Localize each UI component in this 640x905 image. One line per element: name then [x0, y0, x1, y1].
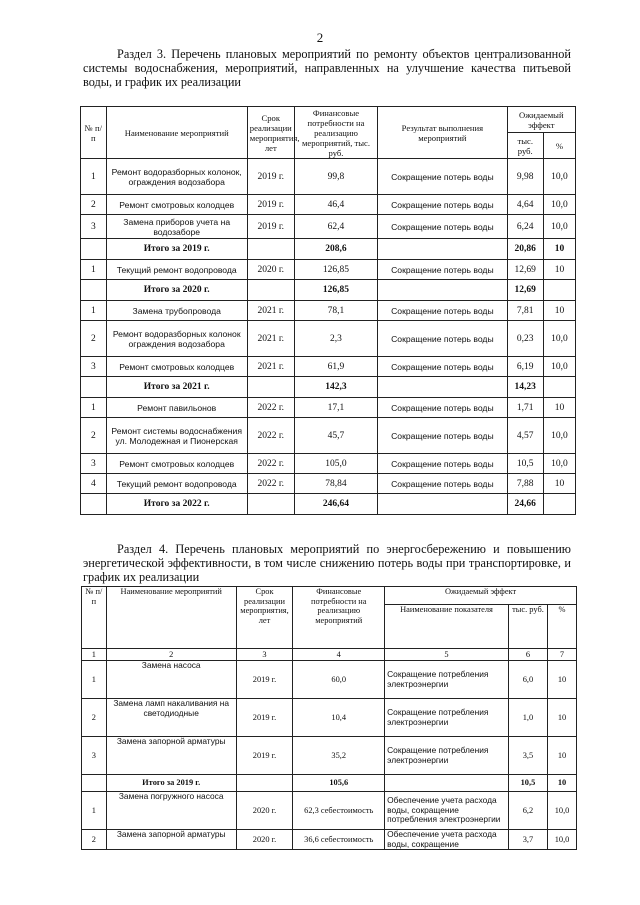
total-label: Итого за 2021 г.: [106, 377, 247, 398]
t4-col-term-header: Срок реализации мероприятия, лет: [236, 587, 293, 649]
row-name: Ремонт водоразборных колонок ограждения водозабора: [106, 321, 247, 357]
row-name: Ремонт водоразборных колонок, ограждения водозабора: [106, 159, 247, 195]
row-name: Замена погружного насоса: [106, 792, 236, 830]
col-effect-header: Ожидаемый эффект: [507, 107, 575, 133]
row-result: Сокращение потерь воды: [378, 215, 507, 239]
section3-table-body: [81, 159, 576, 515]
row-year: 2020 г.: [247, 260, 294, 280]
total-pct: 10: [548, 775, 577, 792]
row-result: Сокращение потерь воды: [378, 398, 507, 418]
row-rub: 10,5: [507, 454, 543, 474]
table-row: [81, 357, 576, 377]
col-pct-header: %: [543, 133, 575, 159]
row-finance: 78,1: [294, 301, 377, 321]
row-name: Ремонт системы водоснабжения ул. Молодежная и Пионерская: [106, 418, 247, 454]
col-term-header: Срок реализации мероприятия, лет: [247, 107, 294, 159]
row-year: 2019 г.: [247, 215, 294, 239]
total-row: [82, 775, 577, 792]
row-result: Обеспечение учета расхода воды, сокращение: [385, 830, 509, 850]
row-pct: 10,0: [543, 357, 575, 377]
row-rub: 7,88: [507, 474, 543, 494]
total-result: [378, 239, 507, 260]
row-num: 1: [81, 260, 107, 280]
row-name: Замена ламп накаливания на светодиодные: [106, 699, 236, 737]
row-year: 2022 г.: [247, 418, 294, 454]
row-finance: 126,85: [294, 260, 377, 280]
row-name: Ремонт смотровых колодцев: [106, 454, 247, 474]
t4-col-finance-header: Финансовые потребности на реализацию мероприятий: [293, 587, 385, 649]
row-num: 1: [81, 159, 107, 195]
total-pct: [543, 494, 575, 515]
row-rub: 4,64: [507, 195, 543, 215]
row-num: 3: [81, 454, 107, 474]
row-year: 2022 г.: [247, 474, 294, 494]
total-result: [385, 775, 509, 792]
row-year: 2020 г.: [236, 792, 293, 830]
row-finance: 35,2: [293, 737, 385, 775]
total-label: Итого за 2020 г.: [106, 280, 247, 301]
row-num: 2: [81, 418, 107, 454]
col-number: 1: [82, 649, 107, 661]
row-year: 2020 г.: [236, 830, 293, 850]
total-num: [81, 377, 107, 398]
total-rub: 20,86: [507, 239, 543, 260]
row-finance: 62,4: [294, 215, 377, 239]
col-number: 3: [236, 649, 293, 661]
row-pct: 10: [548, 699, 577, 737]
total-finance: 208,6: [294, 239, 377, 260]
row-rub: 6,2: [508, 792, 547, 830]
row-finance: 17,1: [294, 398, 377, 418]
row-pct: 10: [548, 661, 577, 699]
row-finance: 99,8: [294, 159, 377, 195]
row-rub: 3,5: [508, 737, 547, 775]
row-pct: 10: [543, 260, 575, 280]
row-result: Сокращение потерь воды: [378, 195, 507, 215]
total-row: [81, 494, 576, 515]
row-rub: 6,0: [508, 661, 547, 699]
table-row: [81, 159, 576, 195]
total-year: [247, 280, 294, 301]
table-row: [81, 474, 576, 494]
row-pct: 10,0: [548, 830, 577, 850]
total-result: [378, 280, 507, 301]
row-num: 2: [81, 321, 107, 357]
row-pct: 10,0: [543, 418, 575, 454]
row-year: 2021 г.: [247, 357, 294, 377]
total-row: [81, 239, 576, 260]
row-year: 2019 г.: [236, 661, 293, 699]
row-name: Замена приборов учета на водозаборе: [106, 215, 247, 239]
total-rub: 12,69: [507, 280, 543, 301]
row-result: Сокращение потерь воды: [378, 418, 507, 454]
table-row: [81, 398, 576, 418]
row-finance: 78,84: [294, 474, 377, 494]
t4-col-name-header: Наименование мероприятий: [106, 587, 236, 649]
row-finance: 105,0: [294, 454, 377, 474]
row-rub: 1,71: [507, 398, 543, 418]
row-result: Сокращение потерь воды: [378, 260, 507, 280]
row-pct: 10,0: [543, 159, 575, 195]
row-rub: 6,19: [507, 357, 543, 377]
row-num: 3: [81, 357, 107, 377]
row-rub: 12,69: [507, 260, 543, 280]
table-row: [82, 661, 577, 699]
row-num: 2: [81, 195, 107, 215]
row-finance: 36,6 себестоимость: [293, 830, 385, 850]
row-name: Ремонт смотровых колодцев: [106, 195, 247, 215]
row-num: 3: [82, 737, 107, 775]
col-num-header: № п/п: [81, 107, 107, 159]
row-pct: 10,0: [543, 454, 575, 474]
t4-col-rub-header: тыс. руб.: [508, 605, 547, 649]
total-result: [378, 377, 507, 398]
row-rub: 3,7: [508, 830, 547, 850]
row-rub: 1,0: [508, 699, 547, 737]
col-rub-header: тыс. руб.: [507, 133, 543, 159]
total-row: [81, 280, 576, 301]
row-year: 2021 г.: [247, 321, 294, 357]
col-number: 6: [508, 649, 547, 661]
row-pct: 10: [543, 474, 575, 494]
section4-heading: Раздел 4. Перечень плановых мероприятий по энергосбережению и повышению энергетической эффективности, в том числе снижению потерь воды при транспортировке, и график их реализации: [83, 542, 571, 584]
row-name: Ремонт павильонов: [106, 398, 247, 418]
section4-table-body: [82, 649, 577, 850]
total-num: [81, 280, 107, 301]
row-year: 2021 г.: [247, 301, 294, 321]
row-pct: 10: [543, 301, 575, 321]
row-year: 2022 г.: [247, 454, 294, 474]
row-rub: 6,24: [507, 215, 543, 239]
row-finance: 45,7: [294, 418, 377, 454]
row-num: 3: [81, 215, 107, 239]
col-number: 7: [548, 649, 577, 661]
row-result: Сокращение потерь воды: [378, 321, 507, 357]
section3-table: [80, 106, 576, 515]
table-row: [82, 830, 577, 850]
row-num: 1: [82, 661, 107, 699]
total-year: [236, 775, 293, 792]
t4-col-num-header: № п/п: [82, 587, 107, 649]
table-row: [82, 792, 577, 830]
total-pct: [543, 377, 575, 398]
total-label: Итого за 2019 г.: [106, 775, 236, 792]
column-number-row: [82, 649, 577, 661]
row-name: Замена запорной арматуры: [106, 830, 236, 850]
row-rub: 0,23: [507, 321, 543, 357]
total-pct: [543, 280, 575, 301]
row-num: 2: [82, 699, 107, 737]
row-num: 2: [82, 830, 107, 850]
total-rub: 24,66: [507, 494, 543, 515]
total-rub: 10,5: [508, 775, 547, 792]
row-finance: 46,4: [294, 195, 377, 215]
row-year: 2019 г.: [247, 195, 294, 215]
total-num: [81, 494, 107, 515]
total-finance: 105,6: [293, 775, 385, 792]
row-pct: 10: [548, 737, 577, 775]
table-row: [81, 454, 576, 474]
row-result: Сокращение потребления электроэнергии: [385, 737, 509, 775]
total-num: [81, 239, 107, 260]
row-rub: 4,57: [507, 418, 543, 454]
total-finance: 246,64: [294, 494, 377, 515]
row-pct: 10: [543, 398, 575, 418]
col-number: 2: [106, 649, 236, 661]
row-pct: 10,0: [543, 321, 575, 357]
row-year: 2019 г.: [236, 737, 293, 775]
total-finance: 142,3: [294, 377, 377, 398]
col-number: 4: [293, 649, 385, 661]
row-finance: 2,3: [294, 321, 377, 357]
total-row: [81, 377, 576, 398]
row-result: Сокращение потерь воды: [378, 474, 507, 494]
col-finance-header: Финансовые потребности на реализацию мероприятий, тыс. руб.: [294, 107, 377, 159]
row-pct: 10,0: [548, 792, 577, 830]
total-label: Итого за 2019 г.: [106, 239, 247, 260]
row-year: 2019 г.: [236, 699, 293, 737]
row-result: Сокращение потребления электроэнергии: [385, 699, 509, 737]
row-name: Замена запорной арматуры: [106, 737, 236, 775]
row-finance: 61,9: [294, 357, 377, 377]
table-row: [82, 699, 577, 737]
table-row: [81, 260, 576, 280]
row-finance: 10,4: [293, 699, 385, 737]
section3-heading: Раздел 3. Перечень плановых мероприятий по ремонту объектов централизованной системы водоснабжения, мероприятий, направленных на улучшение качества питьевой воды, и график их реализации: [83, 47, 571, 89]
t4-col-pct-header: %: [548, 605, 577, 649]
total-year: [247, 377, 294, 398]
t4-col-indicator-header: Наименование показателя: [385, 605, 509, 649]
col-result-header: Результат выполнения мероприятий: [378, 107, 507, 159]
row-result: Сокращение потерь воды: [378, 301, 507, 321]
table-row: [81, 321, 576, 357]
table-row: [81, 301, 576, 321]
row-year: 2019 г.: [247, 159, 294, 195]
row-num: 4: [81, 474, 107, 494]
row-result: Сокращение потерь воды: [378, 454, 507, 474]
table-row: [82, 737, 577, 775]
row-name: Ремонт смотровых колодцев: [106, 357, 247, 377]
row-rub: 7,81: [507, 301, 543, 321]
section4-table: [81, 586, 577, 850]
row-name: Замена трубопровода: [106, 301, 247, 321]
row-result: Сокращение потерь воды: [378, 357, 507, 377]
total-label: Итого за 2022 г.: [106, 494, 247, 515]
col-number: 5: [385, 649, 509, 661]
row-result: Сокращение потребления электроэнергии: [385, 661, 509, 699]
total-num: [82, 775, 107, 792]
row-name: Текущий ремонт водопровода: [106, 474, 247, 494]
row-result: Сокращение потерь воды: [378, 159, 507, 195]
table-row: [81, 195, 576, 215]
total-year: [247, 494, 294, 515]
row-pct: 10,0: [543, 195, 575, 215]
col-name-header: Наименование мероприятий: [106, 107, 247, 159]
row-finance: 60,0: [293, 661, 385, 699]
total-pct: 10: [543, 239, 575, 260]
row-num: 1: [82, 792, 107, 830]
total-year: [247, 239, 294, 260]
table-row: [81, 215, 576, 239]
page-number: 2: [316, 30, 324, 45]
total-rub: 14,23: [507, 377, 543, 398]
table-row: [81, 418, 576, 454]
row-num: 1: [81, 398, 107, 418]
total-finance: 126,85: [294, 280, 377, 301]
row-pct: 10,0: [543, 215, 575, 239]
t4-col-effect-header: Ожидаемый эффект: [385, 587, 577, 605]
row-name: Замена насоса: [106, 661, 236, 699]
row-rub: 9,98: [507, 159, 543, 195]
row-year: 2022 г.: [247, 398, 294, 418]
row-name: Текущий ремонт водопровода: [106, 260, 247, 280]
total-result: [378, 494, 507, 515]
row-result: Обеспечение учета расхода воды, сокращение потребления электроэнергии: [385, 792, 509, 830]
row-num: 1: [81, 301, 107, 321]
row-finance: 62,3 себестоимость: [293, 792, 385, 830]
